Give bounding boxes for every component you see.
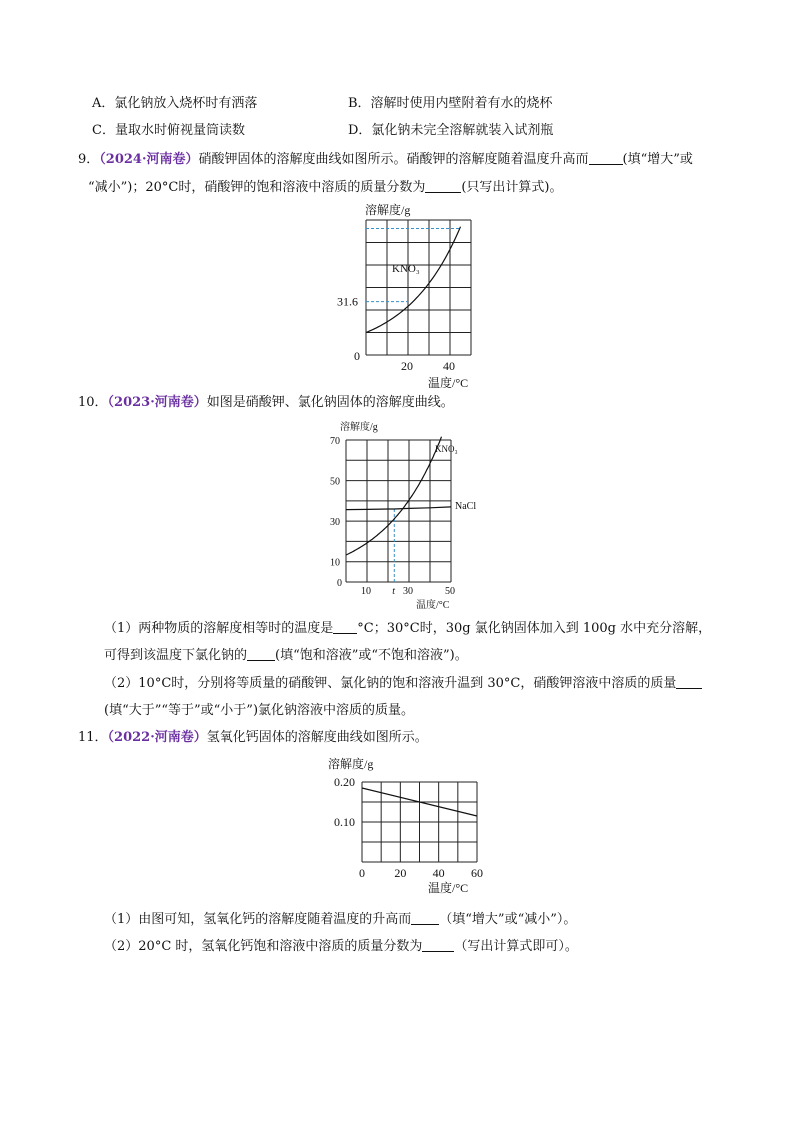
- origin-label: 0: [337, 578, 342, 589]
- series-label-nacl: NaCl: [455, 500, 477, 512]
- kno3-nacl-solubility-chart: [330, 418, 500, 612]
- question-11-part-2: [104, 938, 578, 956]
- y-axis-label: 溶解度/g: [365, 203, 411, 217]
- y-tick-label: 70: [330, 436, 340, 447]
- question-source: （2024·河南卷）: [99, 152, 199, 167]
- question-source: （2023·河南卷）: [107, 395, 207, 410]
- question-text: （填“增大”或“减小”）。: [439, 912, 577, 927]
- question-text: (填“大于”“等于”或“小于”)氯化钠溶液中溶质的质量。: [104, 703, 415, 718]
- answer-blank[interactable]: [333, 620, 357, 634]
- x-tick-label: 30: [403, 586, 413, 597]
- x-axis-label: 温度/°C: [416, 600, 450, 611]
- x-tick-label: 40: [443, 359, 455, 373]
- series-nacl-line: [346, 507, 451, 510]
- option-a: A．氯化钠放入烧杯时有洒落: [92, 96, 258, 111]
- question-10-part-2-line-1: [104, 675, 702, 693]
- x-tick-label: t: [392, 586, 396, 597]
- answer-blank[interactable]: [422, 938, 454, 952]
- y-tick-label: 0.20: [334, 775, 355, 789]
- answer-blank[interactable]: [411, 911, 439, 925]
- question-text: （2）20°C 时，氢氧化钙饱和溶液中溶质的质量分数为: [104, 939, 423, 954]
- x-tick-label: 10: [361, 586, 371, 597]
- y-tick-label: 0.10: [334, 815, 355, 829]
- question-10-stem: [78, 394, 454, 412]
- question-number: 11．: [78, 730, 108, 745]
- question-text: （1）由图可知，氢氧化钙的溶解度随着温度的升高而: [104, 912, 412, 927]
- question-9-line-1: [78, 151, 693, 169]
- question-number: 9．: [78, 152, 100, 167]
- question-text: (填“增大”或: [622, 152, 693, 167]
- question-11-stem: [78, 729, 428, 747]
- y-tick-label: 30: [330, 517, 340, 529]
- question-source: （2022·河南卷）: [107, 730, 207, 745]
- y-axis-label: 溶解度/g: [328, 757, 374, 771]
- x-axis-label: 温度/°C: [428, 881, 469, 895]
- question-text: °C；30°C时，30g 氯化钠固体加入到 100g 水中充分溶解，: [357, 621, 712, 636]
- origin-label: 0: [354, 349, 360, 363]
- question-10-part-2-line-2: [104, 702, 414, 720]
- question-text: “减小”)；20°C时，硝酸钾的饱和溶液中溶质的质量分数为: [88, 180, 426, 195]
- x-tick-label: 20: [394, 866, 407, 880]
- x-tick-label: 60: [471, 866, 483, 880]
- x-tick-label: 20: [401, 359, 413, 373]
- caoh2-solubility-chart: [322, 752, 492, 902]
- option-b: B．溶解时使用内壁附着有水的烧杯: [348, 96, 553, 111]
- question-text: 可得到该温度下氯化钠的: [104, 648, 248, 663]
- kno3-solubility-chart: [328, 200, 488, 388]
- x-axis-label: 温度/°C: [428, 376, 469, 388]
- answer-blank[interactable]: [589, 151, 623, 165]
- question-10-part-1-line-2: [104, 647, 468, 665]
- y-axis-label: 溶解度/g: [340, 422, 378, 433]
- series-label-kno3: KNO₃: [435, 444, 458, 454]
- question-text: （写出计算式即可）。: [454, 939, 578, 954]
- series-kno3-line: [346, 437, 442, 555]
- question-text: (只写出计算式)。: [461, 180, 563, 195]
- question-number: 10．: [78, 395, 108, 410]
- question-10-part-1-line-1: [104, 620, 711, 638]
- series-label-kno3: KNO₃: [392, 263, 420, 275]
- answer-blank[interactable]: [425, 179, 461, 193]
- x-tick-label: 50: [445, 586, 455, 597]
- y-tick-label: 50: [330, 476, 340, 488]
- question-text: 如图是硝酸钾、氯化钠固体的溶解度曲线。: [206, 395, 454, 410]
- option-d: D．氯化钠未完全溶解就装入试剂瓶: [348, 123, 554, 138]
- question-text: （2）10°C时，分别将等质量的硝酸钾、氯化钠的饱和溶液升温到 30°C，硝酸钾溶液中溶质的质量: [104, 676, 677, 691]
- question-11-part-1: [104, 911, 576, 929]
- y-tick-label: 10: [330, 557, 340, 569]
- question-text: （1）两种物质的溶解度相等时的温度是: [104, 621, 334, 636]
- answer-blank[interactable]: [676, 675, 702, 689]
- answer-blank[interactable]: [247, 647, 275, 661]
- question-9-line-2: [88, 179, 563, 197]
- question-text: 硝酸钾固体的溶解度曲线如图所示。硝酸钾的溶解度随着温度升高而: [198, 152, 589, 167]
- x-tick-label: 40: [432, 866, 445, 880]
- y-tick-label: 31.6: [337, 294, 358, 309]
- question-text: 氢氧化钙固体的溶解度曲线如图所示。: [206, 730, 428, 745]
- x-tick-label: 0: [359, 866, 365, 880]
- question-text: (填“饱和溶液”或“不饱和溶液”)。: [275, 648, 468, 663]
- option-c: C．量取水时俯视量筒读数: [92, 123, 245, 138]
